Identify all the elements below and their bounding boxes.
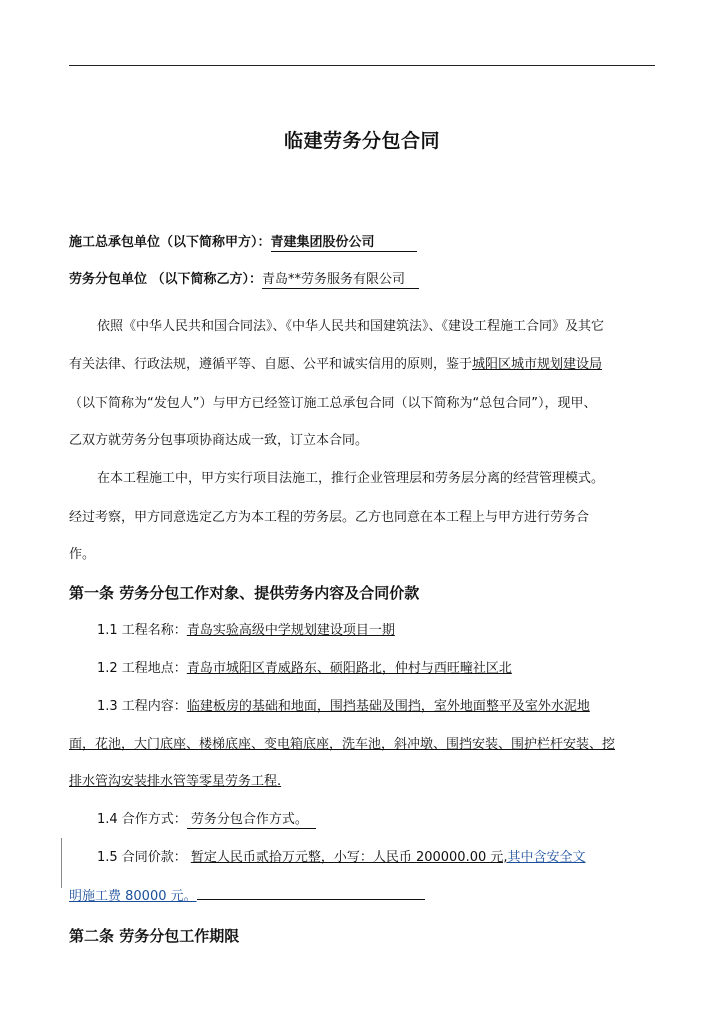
- item-1-5-label: 1.5 合同价款：: [97, 850, 187, 865]
- intro-line-2: [69, 356, 602, 374]
- revision-margin-bar: [61, 838, 62, 888]
- header-rule: [69, 65, 655, 66]
- item-1-4: [97, 811, 316, 829]
- article-2-heading: 第二条 劳务分包工作期限: [69, 927, 240, 945]
- party-b-line: [69, 271, 419, 289]
- party-a-label: 施工总承包单位（以下简称甲方）：: [69, 235, 271, 250]
- scope-line-3: 排水管沟安装排水管等零星劳务工程.: [69, 774, 282, 789]
- contract-price: 暂定人民币贰拾万元整，小写：人民币 200000.00 元,: [190, 850, 508, 865]
- project-location: 青岛市城阳区青威路东、硕阳路北，仲村与西旺疃社区北: [186, 661, 512, 676]
- item-1-3: [97, 698, 590, 716]
- intro-line-2-text: 有关法律、行政法规，遵循平等、自愿、公平和诚实信用的原则，鉴于: [69, 357, 473, 372]
- blank-underline: [197, 886, 425, 900]
- intro-line-3: （以下简称为“发包人”）与甲方已经签订施工总承包合同（以下简称为“总包合同”），现甲、: [69, 396, 597, 411]
- item-1-2-label: 1.2 工程地点：: [97, 661, 187, 676]
- item-1-1: [97, 622, 395, 640]
- issuer-name: 城阳区城市规划建设局: [472, 357, 603, 372]
- party-a-line: [69, 234, 417, 252]
- cooperation-mode: 劳务分包合作方式。: [187, 812, 316, 829]
- party-a-value: 青建集团股份公司: [271, 235, 417, 252]
- intro-line-5: 在本工程施工中，甲方实行项目法施工，推行企业管理层和劳务层分离的经营管理模式。: [97, 471, 605, 486]
- intro-line-1: 依照《中华人民共和国合同法》、《中华人民共和国建筑法》、《建设工程施工合同》及其它: [97, 319, 605, 334]
- safety-fee-amount: 明施工费 80000 元。: [69, 889, 197, 904]
- intro-line-4: 乙双方就劳务分包事项协商达成一致，订立本合同。: [69, 433, 369, 448]
- item-1-3-label: 1.3 工程内容：: [97, 699, 187, 714]
- document-title: 临建劳务分包合同: [283, 130, 440, 152]
- scope-line-1: 临建板房的基础和地面，围挡基础及围挡，室外地面整平及室外水泥地: [186, 699, 590, 714]
- scope-line-2: 面，花池，大门底座、楼梯底座、变电箱底座，洗车池，斜冲墩、围挡安装、围护栏杆安装、挖: [69, 737, 616, 752]
- item-1-4-label: 1.4 合作方式：: [97, 812, 187, 827]
- item-1-2: [97, 660, 512, 678]
- item-1-5: [97, 849, 586, 867]
- intro-line-6: 经过考察，甲方同意选定乙方为本工程的劳务层。乙方也同意在本工程上与甲方进行劳务合: [69, 510, 590, 525]
- party-b-value: 青岛**劳务服务有限公司: [262, 272, 419, 289]
- project-name: 青岛实验高级中学规划建设项目一期: [186, 623, 395, 638]
- intro-line-7: 作。: [69, 547, 96, 562]
- article-1-heading: 第一条 劳务分包工作对象、提供劳务内容及合同价款: [69, 584, 420, 602]
- item-1-1-label: 1.1 工程名称：: [97, 623, 187, 638]
- party-b-label: 劳务分包单位 （以下简称乙方）：: [69, 272, 263, 287]
- safety-fee-note: 其中含安全文: [507, 850, 586, 865]
- item-1-5-line-2: [69, 886, 425, 906]
